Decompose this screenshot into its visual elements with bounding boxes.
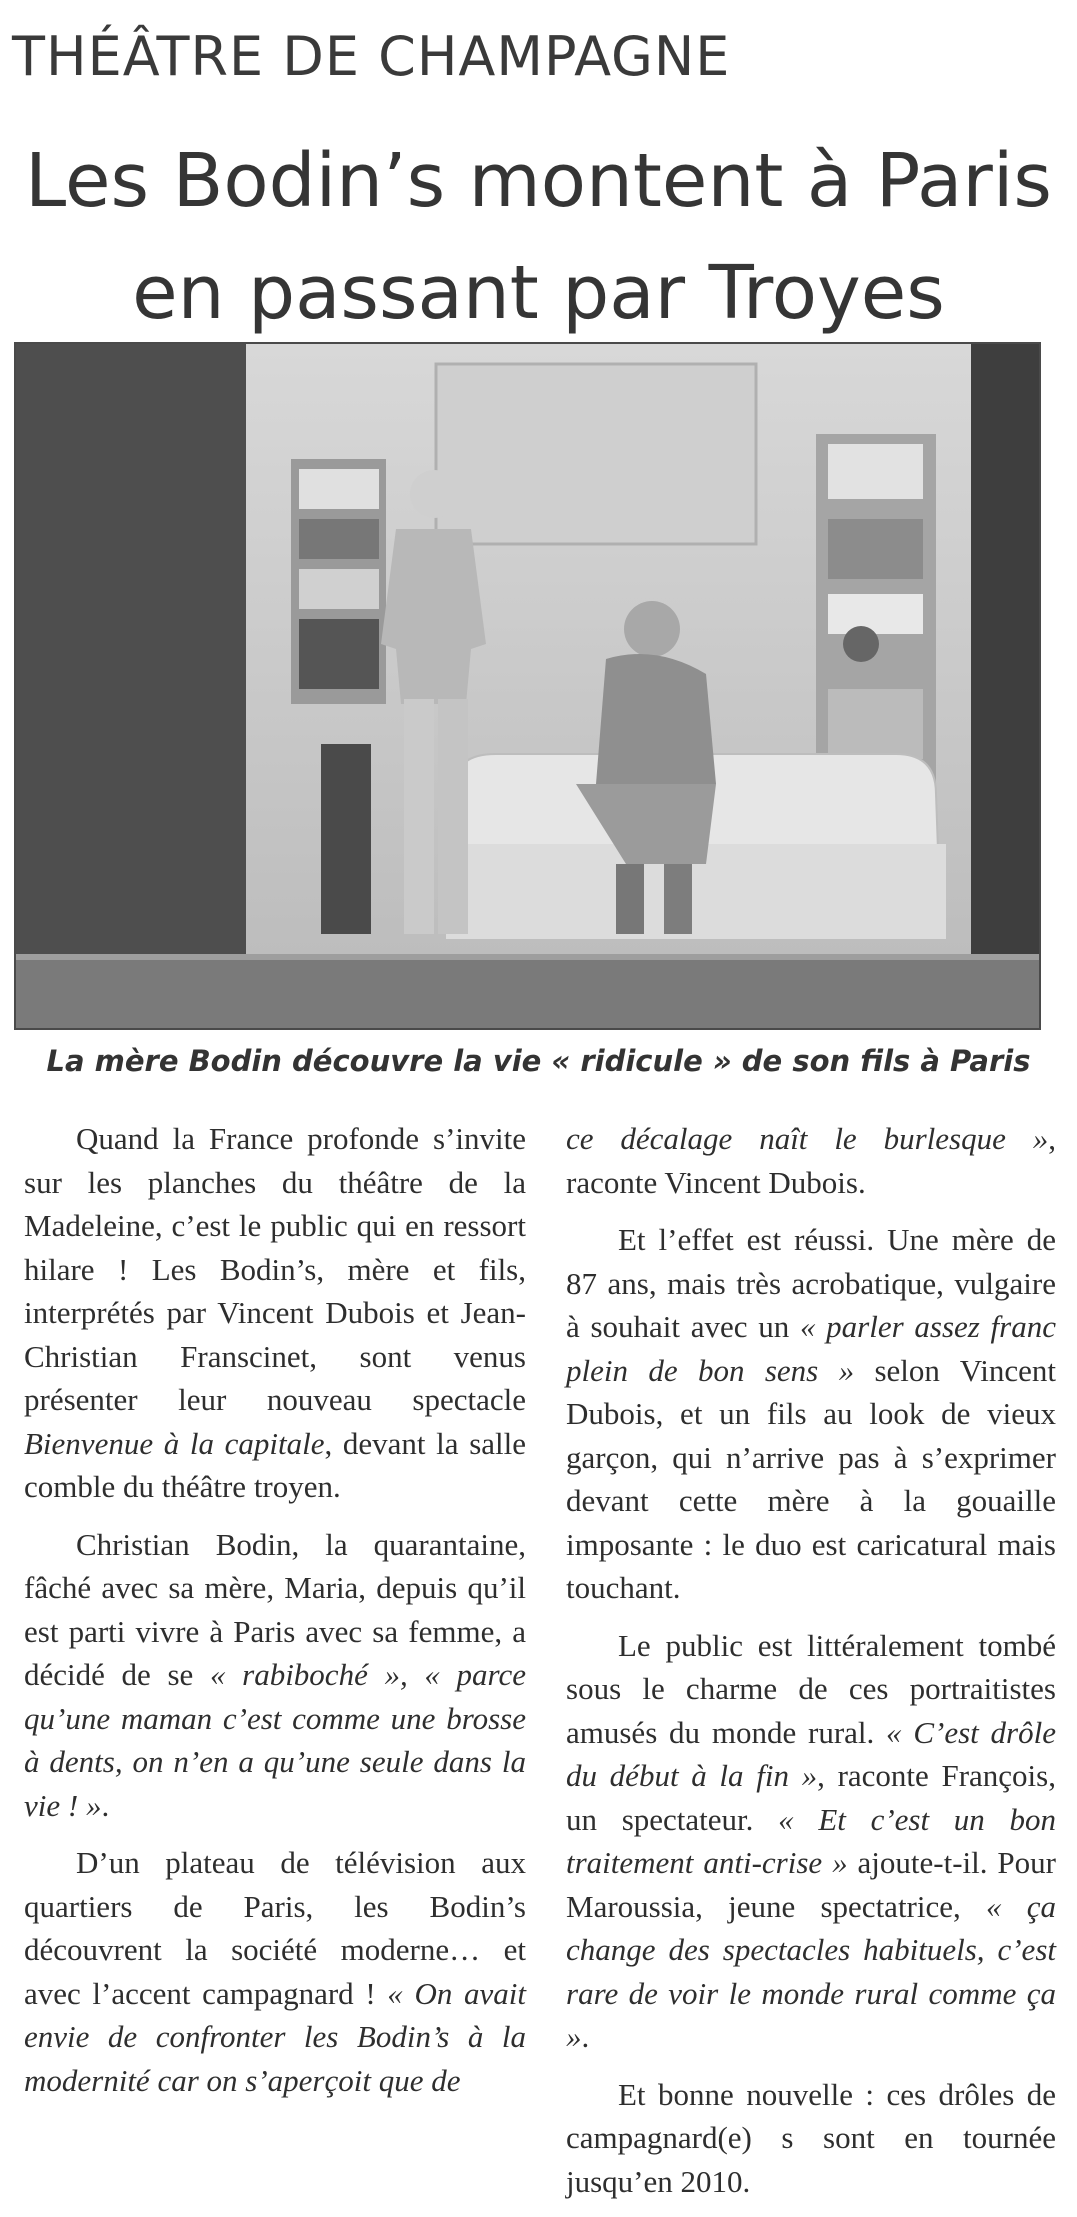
paragraph-text: ajoute-t-il. Pour Maroussia, jeune spectatrice,	[566, 1845, 1056, 1924]
quote: « On avait envie de confronter les Bodin’s à la modernité car on s’aperçoit que de	[24, 1975, 526, 2098]
paragraph-text: Quand la France profonde s’invite sur les planches du théâtre de la Madeleine, c’est le public qui en ressort hilare ! Les Bodin’s, mère et fils, interprétés par Vincent Dubois et Jean-Christian Franscinet, sont venus présenter leur nouveau spectacle	[24, 1121, 526, 1417]
paragraph-text: , devant la salle comble du théâtre troyen.	[24, 1425, 526, 1504]
paragraph-text: D’un plateau de télévision aux quartiers de Paris, les Bodin’s découvrent la société moderne… et avec l’accent campagnard !	[24, 1845, 526, 2011]
headline-line-2: en passant par Troyes	[132, 250, 945, 336]
headline	[0, 125, 1077, 349]
paragraph-text: Christian Bodin, la quarantaine, fâché avec sa mère, Maria, depuis qu’il est parti vivre à Paris avec sa femme, a décidé de se	[24, 1526, 526, 1692]
show-title: Bienvenue à la capitale	[24, 1425, 325, 1461]
stage-photo	[14, 342, 1041, 1030]
paragraph-text: Le public est littéralement tombé sous le charme de ces portraitistes amusés du monde rural.	[566, 1627, 1056, 1750]
photo-caption: La mère Bodin découvre la vie « ridicule » de son fils à Paris	[46, 1044, 1031, 1078]
paragraph-text: selon Vincent Dubois, et un fils au look de vieux garçon, qui n’arrive pas à s’exprimer devant cette mère à la gouaille imposante : le duo est caricatural mais touchant.	[566, 1352, 1056, 1605]
section-kicker: THÉÂTRE DE CHAMPAGNE	[12, 25, 731, 88]
paragraph-text: Et l’effet est réussi. Une mère de 87 ans, mais très acrobatique, vulgaire à souhait avec un	[566, 1222, 1056, 1344]
paragraph	[24, 1117, 526, 1509]
paragraph	[566, 1624, 1056, 2059]
paragraph	[566, 1218, 1056, 1610]
paragraph	[566, 2073, 1056, 2204]
quote: « ça change des spectacles habituels, c’est rare de voir le monde rural comme ça »	[566, 1888, 1056, 2054]
paragraph-text: Et bonne nouvelle : ces drôles de campagnard(e) s sont en tournée jusqu’en 2010.	[566, 2076, 1056, 2199]
paragraph-text: , raconte François, un spectateur.	[566, 1758, 1056, 1837]
paragraph-text: , raconte Vincent Dubois.	[566, 1121, 1056, 1200]
quote: « rabiboché », « parce qu’une maman c’est comme une brosse à dents, on n’en a qu’une seule dans la vie ! »	[24, 1657, 526, 1823]
paragraph	[566, 1117, 1056, 1204]
quote: « Et c’est un bon traitement anti-crise »	[566, 1801, 1056, 1880]
paragraph-text: .	[101, 1787, 110, 1823]
article-column-left	[24, 1117, 526, 2116]
article-column-right	[566, 1117, 1056, 2217]
paragraph-text: .	[581, 2019, 590, 2054]
headline-line-1: Les Bodin’s montent à Paris	[25, 138, 1052, 224]
stage-photo-icon	[16, 344, 1039, 1028]
quote: « parler assez franc plein de bon sens »	[566, 1309, 1056, 1388]
paragraph	[24, 1841, 526, 2102]
quote: « C’est drôle du début à la fin »	[566, 1714, 1056, 1793]
paragraph	[24, 1523, 526, 1828]
quote: ce décalage naît le burlesque »	[566, 1121, 1049, 1156]
